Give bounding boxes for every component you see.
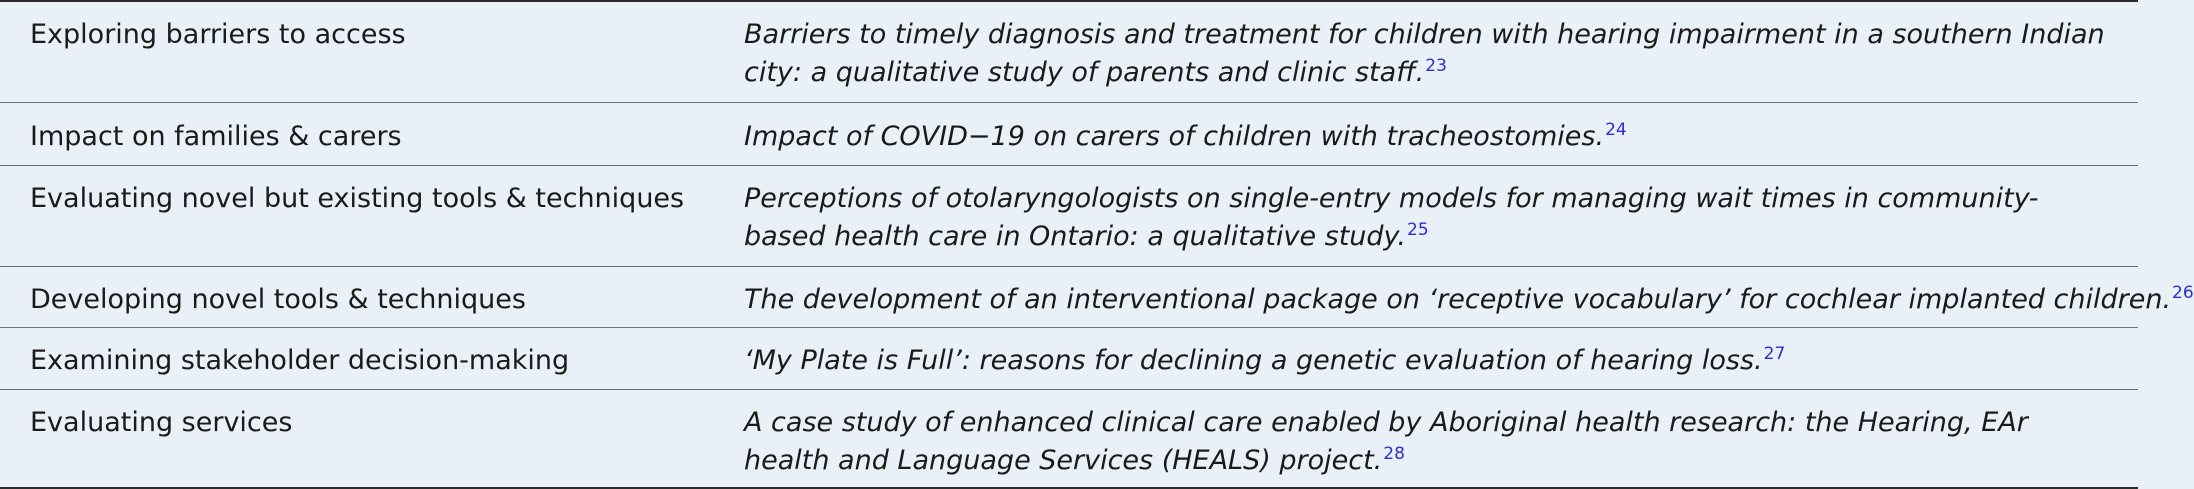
table-row	[0, 103, 2138, 166]
study-title-cell	[744, 281, 2194, 319]
reference-link[interactable]: 23	[1425, 56, 1447, 76]
table-row	[0, 390, 2138, 489]
table-row	[0, 166, 2138, 267]
study-title: Barriers to timely diagnosis and treatment for children with hearing impairment in a southern Indian city: a qualitative study of parents and clinic staff.	[744, 19, 2105, 88]
reference-link[interactable]: 27	[1763, 344, 1786, 364]
theme-cell: Impact on families & carers	[30, 121, 402, 152]
table-row	[0, 328, 2138, 390]
reference-link[interactable]: 26	[2172, 283, 2194, 303]
table-row	[0, 2, 2138, 103]
theme-cell: Evaluating services	[30, 407, 293, 438]
study-title-cell	[744, 404, 2114, 480]
reference-link[interactable]: 24	[1605, 120, 1627, 140]
study-title: Perceptions of otolaryngologists on single-entry models for managing wait times in community-based health care in Ontario: a qualitative study.	[744, 183, 2039, 252]
study-title-cell	[744, 180, 2114, 256]
study-title-cell	[744, 16, 2114, 92]
theme-cell: Exploring barriers to access	[30, 19, 406, 50]
theme-cell: Examining stakeholder decision-making	[30, 345, 570, 376]
theme-cell: Developing novel tools & techniques	[30, 284, 526, 315]
reference-link[interactable]: 28	[1383, 444, 1405, 464]
theme-cell: Evaluating novel but existing tools & techniques	[30, 183, 685, 214]
study-title: The development of an interventional package on ‘receptive vocabulary’ for cochlear implanted children.	[744, 284, 2172, 315]
reference-link[interactable]: 25	[1407, 220, 1429, 240]
study-title: ‘My Plate is Full’: reasons for declining a genetic evaluation of hearing loss.	[744, 345, 1763, 376]
study-title-cell	[744, 342, 2114, 380]
table-row	[0, 267, 2194, 328]
study-title: Impact of COVID−19 on carers of children with tracheostomies.	[744, 121, 1605, 152]
study-title: A case study of enhanced clinical care enabled by Aboriginal health research: the Hearing, EAr health and Language Services (HEALS) project.	[744, 407, 2028, 476]
study-title-cell	[744, 118, 2114, 156]
